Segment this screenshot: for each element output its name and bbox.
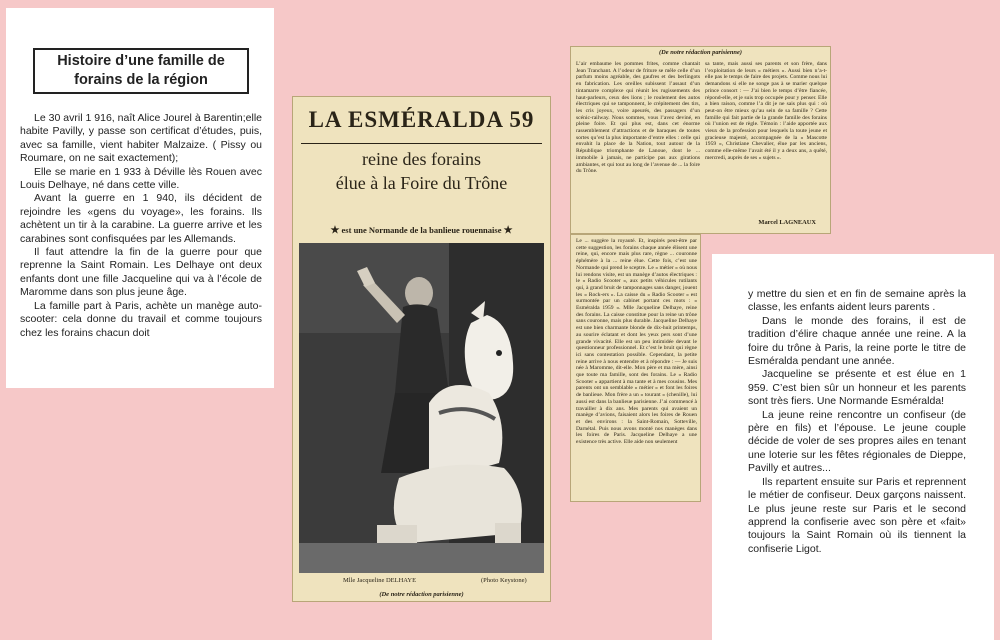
newspaper-clipping-text-bottom xyxy=(570,234,701,502)
photo-caption-credit: (Photo Keystone) xyxy=(481,577,527,584)
paragraph: La famille part à Paris, achète un manège auto-scooter: cela donne du travail et comme toujours chez les forains chacun doit xyxy=(20,299,262,339)
clipping-subhead-3: est une Normande de la banlieue rouennaise xyxy=(341,225,502,235)
left-story-text xyxy=(20,112,262,340)
clipping-subhead-1: reine des forains xyxy=(362,149,481,169)
paragraph: Il faut attendre la fin de la guerre pour que reprenne la Saint Romain. Les Delhaye ont deux enfants dont une fille Jacqueline qui va à l’école de Maromme dans son plus jeune âge. xyxy=(20,246,262,299)
story-title: Histoire d’une famille de forains de la région xyxy=(33,48,249,94)
paragraph: Ils repartent ensuite sur Paris et reprennent le métier de confiseur. Deux garçons naissent. Le plus jeune reste sur Paris et le second apprend la confiserie avec son père et «fait» toujours la Saint Romain où ils tiennent la confiserie Ligot. xyxy=(748,475,966,555)
clipping-headline: LA ESMÉRALDA 59 xyxy=(308,107,535,132)
horse-carousel-photo-icon xyxy=(299,243,544,573)
queen-on-carousel-horse-photo xyxy=(299,243,544,573)
photo-caption-name: Mlle Jacqueline DELHAYE xyxy=(343,577,417,584)
clipping-text-header: (De notre rédaction parisienne) xyxy=(659,49,742,56)
paragraph: Avant la guerre en 1 940, ils décident de rejoindre les «gens du voyage», les forains. Ils achètent un tir à la carabine. La guerre arrive et les carabines sont confisquées par les Allemands. xyxy=(20,192,262,245)
clipping-column-2: sa tante, mais aussi ses parents et son frère, dans l’exploitation de leurs « métiers ». Aussi bien n’a-t-elle pas le temps de faire des projets. Comme nous lui demandons si elle ne songe pas à se marier quelque prince consort : — J’ai bien le temps d’être fiancée, répond-elle, et je suis trop occupée pour y penser. Elle a bien raison, comme l’a dit je ne sais plus qui : où peut-on être mieux qu’au sein de sa famille ? Cette famille qui fait partie de la grande famille des forains où l’union est de règle. Témoin : l’aide apportée aux vieux de la profession pour lesquels la toute jeune et gracieuse majesté, accompagnée de la « Mascotte 1959 », Christiane Chevalier, élue par les anciens, comme elle-même l’avait été il y a deux ans, a quêté, mercredi, auprès de ses « sujets ». xyxy=(705,61,827,161)
left-story-card xyxy=(6,8,274,388)
paragraph: Dans le monde des forains, il est de tradition d’élire chaque année une reine. A la foire du trône à Paris, la reine porte le titre de Esméralda pendant une année. xyxy=(748,314,966,368)
star-icon: ★ xyxy=(330,225,340,236)
clipping-footer: (De notre rédaction parisienne) xyxy=(379,591,464,598)
paragraph: Le 30 avril 1 916, naît Alice Jourel à Barentin;elle habite Pavilly, y passe son certificat d’études, puis, avec sa famille, vient habiter Malzaize. ( Pissy ou Roumare, on ne sait exactement); xyxy=(20,112,262,165)
paragraph: Elle se marie en 1 933 à Déville lès Rouen avec Louis Delhaye, né dans cette ville. xyxy=(20,165,262,192)
clipping-subhead-3-line xyxy=(293,225,550,236)
clipping-subhead-2: élue à la Foire du Trône xyxy=(335,173,508,193)
headline-rule xyxy=(301,143,542,144)
paragraph: y mettre du sien et en fin de semaine après la classe, les enfants aident leurs parents . xyxy=(748,288,966,314)
clipping-signature: Marcel LAGNEAUX xyxy=(758,219,816,226)
right-story-text xyxy=(748,288,966,556)
newspaper-clipping-photo xyxy=(292,96,551,602)
right-story-card xyxy=(712,254,994,640)
clipping-column-1: L’air embaume les pommes frites, comme chantait Jean Tranchant. A l’odeur de friture se mêle celle d’un parfum moins agréable, des gaufres et des berlingots en fabrication. Les oreilles subissent l’assaut d’un tintamarre complexe qui réunit les rugissements des haut-parleurs, ceux des lions ; le roulement des autos électriques qui se tamponnent, le crépitement des tirs, les cris joyeux, voire apeurés, des passagers d’un scénic-railway. Nous sommes, vous l’avez deviné, en pleine foire. Et qui plus est, dans cet énorme rassemblement d’attractions et de baraques de toutes sortes qu’est la plus importante d’entre elles : celle qui envahit la place de la Nation, tout autour de la République triomphante de Lanoue, dont le ... immobile à jamais, ne participe pas aux girations ambiantes, et qui tout au long de l’avenue de ... la foire du Trône. xyxy=(576,61,700,175)
star-icon: ★ xyxy=(503,225,513,236)
newspaper-clipping-text-top xyxy=(570,46,831,234)
paragraph: Jacqueline se présente et est élue en 1 959. C’est bien sûr un honneur et les parents sont très fiers. Une Normande Esméralda! xyxy=(748,368,966,408)
paragraph: La jeune reine rencontre un confiseur (de père en fils) et l’épouse. Le jeune couple décide de voler de ses propres ailes en tenant une loterie sur les fêtes régionales de Dieppe, Pavilly et autres... xyxy=(748,408,966,475)
clipping-column-3: Le ... suggère la royauté. Et, inspirés peut-être par cette suggestion, les forains chaque année élisent une reine, qui, encore mais plus rare, règne ... couronne éphémère à la ... reine élue. Cette fois, c’est une Normande qui prend le sceptre. Le « métier » où nous lui rendons visite, est un manège d’autos électriques : le « Radio Scooter », aux petits véhicules rutilants qui, à grand bruit de tamponnages sans danger, jouent les « Rock-ers ». La caisse du « Radio Scooter » est surmontée par un cabinet portant ces mots : « Esméralda 1959 ». Mlle Jacqueline Delhaye, reine des forains. La caisse constitue pour la reine un trône sans couronne, mais plus durable. Jacqueline Delhaye est une bien charmante blonde de dix-huit printemps, au sourire éclatant et dont les yeux pers sont d’une grande vivacité. Elle est un peu intimidée devant le questionneur professionnel. Et c’est le bruit qui règne ici sans contestation possible. Cependant, la petite reine arrive à nous entendre et à répondre : — Je suis née à Maromme, dit-elle. Mon père et ma mère, ainsi que toute ma famille, sont des forains. Le « Radio Scooter » appartient à ma tante et à mes cousins. Mes parents ont un semblable « métier » et font les foires de banlieue. Mon frère a un « tourant » (chenille), lui aussi est dans la banlieue parisienne. J’ai commencé à travailler à dix ans. Mes parents qui avaient un manège d’avions, faisaient alors les foires de Rouen et des environs : la Saint-Romain, Sotteville, Darnétal. Puis nous avons monté nos manèges dans les foires de Paris. Jacqueline Delhaye a une existence très active. Elle aide non seulement xyxy=(576,238,697,446)
